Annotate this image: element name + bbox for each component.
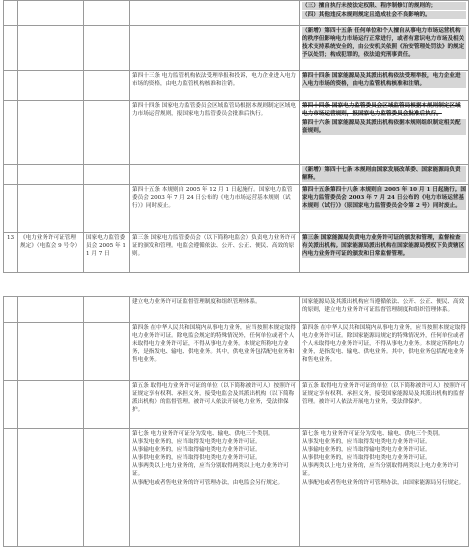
revised-clause-text: （新增）第四十七条 本规则由国家发展改革委、国家能源局负责解释。 xyxy=(302,166,466,182)
regulation-title-cell xyxy=(18,323,84,381)
regulation-title-cell xyxy=(18,233,84,273)
issuer-cell xyxy=(84,165,130,185)
revised-clause-cell xyxy=(300,26,469,71)
regulation-title: 《电力业务许可证管理规定》（电监会 9 号令） xyxy=(20,235,81,250)
issuer-cell xyxy=(84,185,130,233)
table-row xyxy=(4,233,469,273)
revised-clause-text: 第四十四条 国家能源局及其派出机构依法受理举报，电力企业进入电力市场的资格，由电力监管机构核准和注销。 xyxy=(302,72,466,88)
table-row xyxy=(4,381,469,429)
table-row xyxy=(4,323,469,381)
revised-clause-text: 第四十五条第四十八条 本规则自 2005 年 10 月 1 日起施行。国家电力监管委员会 2003 年 7 月 24 日公布的《电力市场运营基本规则（试行）》（原国家电力监管委员会令第 2 号）同时废止。 xyxy=(302,187,466,210)
issuer-date: 国家电力监管委员会 2005 年 11 月 7 日 xyxy=(86,235,126,258)
original-clause-cell xyxy=(130,165,300,185)
issuer-cell xyxy=(84,1,130,26)
original-clause-cell xyxy=(130,381,300,429)
revised-clause-cell xyxy=(300,101,469,165)
original-clause-text: 第三条 国家电力监管委员会（以下简称电监会）负责电力业务许可证的颁发和管理。电监会遵循依法、公开、公正、便民、高效的原则。 xyxy=(132,235,296,258)
revised-clause-cell xyxy=(300,1,469,26)
regulation-title-cell xyxy=(18,1,84,26)
table-row xyxy=(4,71,469,101)
document-page-bottom xyxy=(0,296,471,550)
original-clause-cell xyxy=(130,185,300,233)
issuer-cell xyxy=(84,429,130,547)
original-clause-text: 第四十四条 国家电力监管委员会区域监管局根据本规则制定区域电力市场运营规则，报国家电力监管委员会批准后执行。 xyxy=(132,103,296,118)
regulation-title-cell xyxy=(18,101,84,165)
revised-clause-text: 第七条 电力业务许可证分为发电、输电、供电三个类别。 从事发电业务的，应当取得发电类电力业务许可证。 从事输电业务的，应当取得输电类电力业务许可证。 从事供电业务的，应当取得供电类电力业务许可证。 从事两类以上电力业务的，应当分别取得两类以上电力业务许可证。 从事配电或者售电业务的许可管理办法，由国家能源局另行规定。 xyxy=(302,431,465,486)
table-row xyxy=(4,185,469,233)
table-row xyxy=(4,101,469,165)
issuer-cell xyxy=(84,101,130,165)
regulation-title-cell xyxy=(18,381,84,429)
revised-clause-cell xyxy=(300,381,469,429)
row-number-cell xyxy=(4,297,18,323)
row-number-cell xyxy=(4,1,18,26)
original-clause-cell xyxy=(130,323,300,381)
original-clause-cell xyxy=(130,233,300,273)
page-gap xyxy=(0,274,471,294)
original-clause-text: 建立电力业务许可证监督管理制度和组织管理体系。 xyxy=(132,299,261,305)
revised-clause-cell xyxy=(300,165,469,185)
revised-clause-text: （四）其他违反本规则规定且造成社会不良影响的。 xyxy=(302,11,466,19)
row-number-cell xyxy=(4,233,18,273)
revised-clause-cell xyxy=(300,71,469,101)
original-clause-text: 第七条 电力业务许可证分为发电、输电、供电三个类别。 从事发电业务的，应当取得发电类电力业务许可证。 从事输电业务的，应当取得输电类电力业务许可证。 从事供电业务的，应当取得供电类电力业务许可证。 从事两类以上电力业务的，应当分别取得两类以上电力业务许可证。 从事配电或者售电业务的许可管理办法，由电监会另行规定。 xyxy=(132,431,289,486)
revised-clause-text: 第四十四条 国家电力监管委员会区域监管局根据本规则制定区域电力市场运营规则，报国家电力监管委员会批准后执行。 xyxy=(302,103,461,118)
original-clause-cell xyxy=(130,297,300,323)
original-clause-cell xyxy=(130,71,300,101)
revised-clause-text: 第四十六条 国家能源局及其派出机构依据本规则组织制定相关配套规则。 xyxy=(302,119,466,135)
table-row xyxy=(4,165,469,185)
table-row xyxy=(4,297,469,323)
row-number-cell xyxy=(4,381,18,429)
revised-clause-text: （新增）第四十五条 任何单位和个人擅自从事电力市场运营机构的秩序但影响电力市场运行正常进行，或者有意识电力市场及相关技术支持系统安全的，由公安机关依照《治安管理处罚法》的规定予以处罚；构成犯罪的，依法追究刑事责任。 xyxy=(302,28,465,59)
row-number-cell xyxy=(4,323,18,381)
comparison-table-bottom xyxy=(3,296,469,547)
revised-clause-text: 第五条 取得电力业务许可证的单位（以下简称被许可人）按照许可证规定享有权利、承担义务，接受国家能源局及其派出机构的监督管理。被许可人依法开展电力业务，受法律保护。 xyxy=(302,383,466,406)
revised-clause-cell xyxy=(300,233,469,273)
revised-clause-text: 第四条 在中华人民共和国境内从事电力业务，应当按照本规定取得电力业务许可证。除国家能源局规定的特殊情况外，任何单位或者个人未取得电力业务许可证，不得从事电力业务。本规定所称电力业务，是指发电、输电、供电业务。其中，供电业务包括配电业务和售电业务。 xyxy=(302,325,466,364)
issuer-cell xyxy=(84,297,130,323)
revised-clause-text: 第三条 国家能源局负责电力业务许可证的颁发和管理，监督检查有关派出机构。国家能源局派出机构在国家能源局授权下负责辖区内电力业务许可证的颁发和日常监督管理。 xyxy=(302,235,465,258)
original-clause-text: 第四条 在中华人民共和国境内从事电力业务，应当按照本规定取得电力业务许可证。除电监会规定的特殊情况外，任何单位或者个人未取得电力业务许可证，不得从事电力业务。本规定所称电力业务，是指发电、输电、供电业务。其中，供电业务包括配电业务和售电业务。 xyxy=(132,325,296,364)
regulation-title-cell xyxy=(18,185,84,233)
regulation-title-cell xyxy=(18,297,84,323)
revised-clause-cell xyxy=(300,185,469,233)
original-clause-text: 第四十五条 本规则自 2005 年 12 月 1 日起施行。国家电力监管委员会 2003 年 7 月 24 日公布的《电力市场运营基本规则（试行）》同时废止。 xyxy=(132,187,293,210)
issuer-cell xyxy=(84,71,130,101)
revised-clause-text: （三）擅自执行未按法定权限、程序制修订的规则的； xyxy=(302,2,466,10)
row-number-cell xyxy=(4,429,18,547)
row-number-cell xyxy=(4,101,18,165)
table-row xyxy=(4,1,469,26)
regulation-title-cell xyxy=(18,26,84,71)
original-clause-cell xyxy=(130,101,300,165)
issuer-cell xyxy=(84,233,130,273)
revised-clause-cell xyxy=(300,297,469,323)
revised-clause-text: 国家能源局及其派出机构应当遵循依法、公开、公正、便民、高效的原则，建立电力业务许可证监督管理制度和组织管理体系。 xyxy=(302,299,465,314)
row-number-cell xyxy=(4,165,18,185)
issuer-cell xyxy=(84,26,130,71)
original-clause-text: 第五条 取得电力业务许可证的单位（以下简称被许可人）按照许可证规定享有权利、承担义务，接受电监会及其派出机构（以下简称派出机构）的监督管理。被许可人依法开展电力业务，受法律保护。 xyxy=(132,383,296,414)
original-clause-cell xyxy=(130,1,300,26)
original-clause-text: 第四十三条 电力监管机构依法受理举报和投诉，电力企业进入电力市场的资格，由电力监管机构核准和注销。 xyxy=(132,73,296,88)
original-clause-cell xyxy=(130,26,300,71)
regulation-title-cell xyxy=(18,71,84,101)
original-clause-cell xyxy=(130,429,300,547)
revised-clause-cell xyxy=(300,429,469,547)
issuer-cell xyxy=(84,381,130,429)
comparison-table-top xyxy=(3,0,469,273)
issuer-cell xyxy=(84,323,130,381)
row-number: 13 xyxy=(6,235,15,242)
table-row xyxy=(4,429,469,547)
table-row xyxy=(4,26,469,71)
regulation-title-cell xyxy=(18,429,84,547)
row-number-cell xyxy=(4,26,18,71)
row-number-cell xyxy=(4,185,18,233)
revised-clause-cell xyxy=(300,323,469,381)
row-number-cell xyxy=(4,71,18,101)
regulation-title-cell xyxy=(18,165,84,185)
